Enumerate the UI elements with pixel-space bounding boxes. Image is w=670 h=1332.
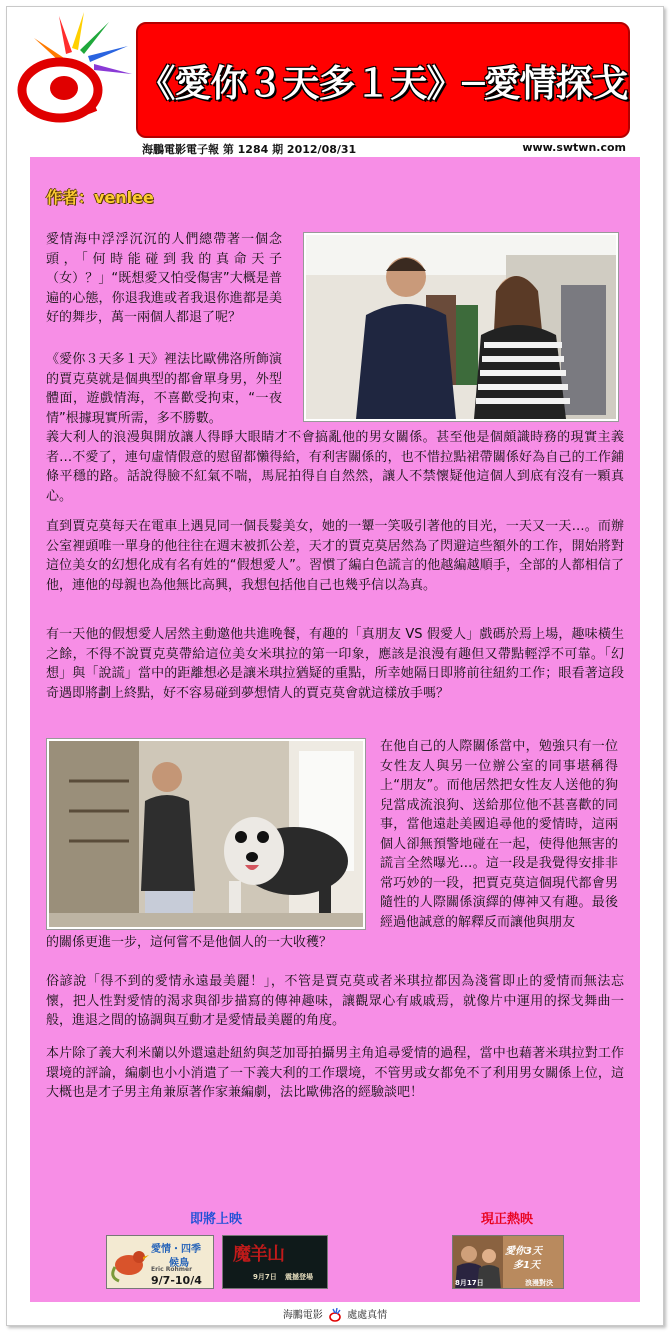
paragraph-4: 有一天他的假想愛人居然主動邀他共進晚餐，有趣的「真朋友 VS 假愛人」戲碼於焉上場，趣味橫生之餘，不得不說賈克莫帶給這位美女米琪拉的第一印象，應該是浪漫有趣但又帶點輕浮不可靠。「幻想」與「說謊」當中的距離想必是讓米琪拉猶疑的重點，所幸她隔日即將前往紐約工作；眼看著這段奇遇即將劃上終點，好不容易碰到夢想情人的賈克莫會就這樣放手嗎？ — [46, 627, 624, 701]
footer-slogan: 處處真情 — [347, 1310, 388, 1321]
poster-four-seasons-title2: 候鳥 — [169, 1258, 189, 1269]
paragraph-5b: 的關係更進一步，這何嘗不是他個人的一大收穫？ — [46, 935, 333, 950]
author-byline: 作者：venlee — [46, 188, 154, 207]
footer — [0, 1306, 670, 1322]
poster-goat-mountain[interactable] — [222, 1235, 328, 1289]
newsletter-title: 《愛你３天多１天》─愛情探戈 — [138, 62, 628, 105]
dog-still-image — [49, 741, 363, 927]
poster-four-seasons[interactable] — [106, 1235, 214, 1289]
swtwn-small-logo-icon — [328, 1308, 342, 1322]
poster-love-you-3-days[interactable] — [452, 1235, 564, 1289]
paragraph-1: 愛情海中浮浮沉沉的人們總帶著一個念頭，「何時能碰到我的真命天子（女）？」“既想愛又怕受傷害”大概是普遍的心態，你退我進或者我退你進都是美好的舞步，萬一兩個人都退了呢？ — [46, 232, 282, 325]
paragraph-2b: 義大利人的浪漫與開放讓人得睜大眼睛才不會搞亂他的男女關係。甚至他是個頗識時務的現實主義者…不愛了，連句虛情假意的慰留都懶得給，有利害關係的，也不惜拉點裙帶關係好為自己的工作鋪條平穩的路。話說得臉不紅氣不喘，馬屁拍得自自然然，讓人不禁懷疑他這個人到底有沒有一顆真心。 — [46, 430, 624, 504]
poster-goat-mountain-title: 魔羊山 — [233, 1244, 284, 1265]
poster-four-seasons-title: 愛情・四季 — [151, 1244, 201, 1255]
photo-man-with-dog — [46, 738, 366, 930]
poster-four-seasons-director: Eric Rohmer — [151, 1266, 193, 1273]
now-showing-label: 現正熱映 — [481, 1212, 534, 1227]
poster-goat-mountain-date: 9月7日 — [253, 1273, 277, 1281]
poster-goat-mountain-tagline: 震撼登場 — [285, 1273, 313, 1281]
site-url-link[interactable]: www.swtwn.com — [522, 141, 626, 154]
photo-couple — [303, 232, 619, 422]
title-banner — [136, 22, 630, 138]
paragraph-2a: 《愛你３天多１天》裡法比歐佛洛所飾演的賈克莫就是個典型的都會單身男，外型體面，遊戲情海，不喜歡受拘束，“一夜情”根據現實所需，多不勝數。 — [46, 352, 282, 426]
paragraph-6: 俗諺說「得不到的愛情永遠最美麗！」，不管是賈克莫或者米琪拉都因為淺嘗即止的愛情而無法忘懷，把人性對愛情的渴求與卻步描寫的傳神趣味，讓觀眾心有戚戚焉，就像片中運用的探戈舞曲一般，進退之間的協調與互動才是愛情最美麗的角度。 — [46, 974, 624, 1028]
paragraph-5a: 在他自己的人際關係當中，勉強只有一位女性友人與另一位辦公室的同事堪稱得上“朋友”。而他居然把女性友人送他的狗兒當成流浪狗、送給那位他不甚喜歡的同事，當他遠赴美國追尋他的愛情時，這兩個人卻無預警地碰在一起，使得他無害的謊言全然曝光…。這一段是我覺得安排非常巧妙的一段，把賈克莫這個現代都會男隨性的人際關係演繹的傳神又有趣。最後經過他誠意的解釋反而讓他與朋友 — [380, 739, 618, 930]
bird-illustration-icon — [109, 1237, 149, 1289]
poster-love-you-tagline: 浪漫對決 — [525, 1279, 553, 1287]
footer-brand: 海鵬電影 — [282, 1310, 323, 1321]
coming-soon-label: 即將上映 — [190, 1212, 243, 1227]
poster-love-you-title2: 多1天 — [513, 1260, 540, 1271]
poster-four-seasons-dates: 9/7-10/4 — [151, 1274, 202, 1287]
paragraph-3: 直到賈克莫每天在電車上遇見同一個長髮美女，她的一顰一笑吸引著他的目光，一天又一天…。而辦公室裡頭唯一單身的他往往在週末被抓公差，天才的賈克莫居然為了閃避這些額外的工作，開始將對這位美女的幻想化成有名有姓的“假想愛人”。習慣了編白色謊言的他越編越順手，全部的人都相信了他，連他的母親也為他無比高興，我想包括他自己也幾乎信以為真。 — [46, 519, 624, 593]
couple-still-image — [306, 235, 616, 419]
article-body — [30, 157, 640, 1302]
poster-love-you-title: 愛你3天 — [505, 1246, 542, 1257]
poster-love-you-date: 8月17日 — [455, 1279, 484, 1287]
paragraph-7: 本片除了義大利米蘭以外還遠赴紐約與芝加哥拍攝男主角追尋愛情的過程，當中也藉著米琪拉對工作環境的評論，編劇也小小消遣了一下義大利的工作環境，不管男或女都免不了利用男女關係上位，這大概也是才子男主角兼原著作家兼編劇，法比歐佛洛的經驗談吧！ — [46, 1046, 624, 1100]
swtwn-logo-icon — [14, 8, 134, 128]
issue-info: 海鵬電影電子報 第 1284 期 2012/08/31 — [142, 143, 357, 156]
